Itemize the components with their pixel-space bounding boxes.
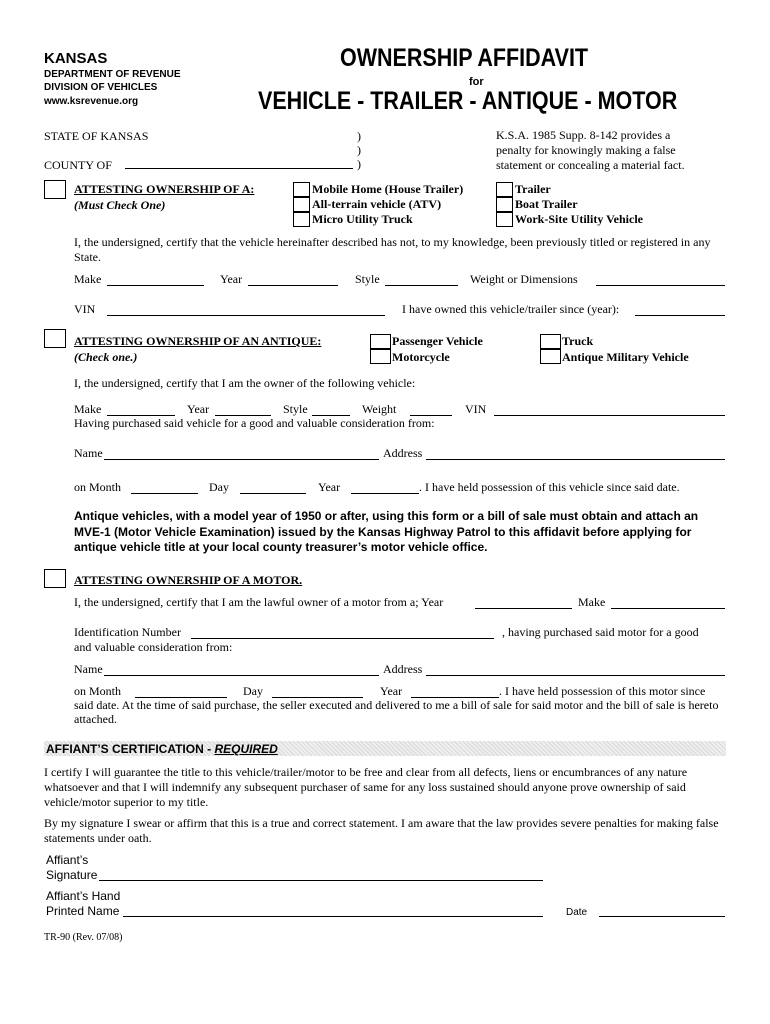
- section-c-make-label: Make: [578, 595, 606, 609]
- section-b-name-label: Name: [74, 446, 103, 460]
- certification-heading: [46, 742, 278, 756]
- option-atv: All-terrain vehicle (ATV): [312, 197, 442, 211]
- option-work-site-utility-vehicle: Work-Site Utility Vehicle: [515, 212, 643, 226]
- statute-notice: K.S.A. 1985 Supp. 8-142 provides a penalty for knowingly making a false statement or concealing a material fact.: [496, 128, 685, 172]
- state-label: STATE OF KANSAS: [44, 129, 149, 143]
- signature-label-2: Signature: [46, 868, 98, 882]
- paren-2: ): [357, 143, 361, 157]
- certification-required: REQUIRED: [214, 742, 278, 756]
- section-b-make-field[interactable]: [107, 404, 175, 416]
- checkbox-micro-utility-truck[interactable]: [293, 212, 310, 227]
- option-antique-military-vehicle: Antique Military Vehicle: [562, 350, 689, 364]
- section-a-vin-label: VIN: [74, 302, 96, 316]
- checkbox-work-site-utility-vehicle[interactable]: [496, 212, 513, 227]
- section-b-vin-field[interactable]: [494, 404, 725, 416]
- checkbox-passenger-vehicle[interactable]: [370, 334, 391, 349]
- section-c-heading: ATTESTING OWNERSHIP OF A MOTOR.: [74, 573, 303, 587]
- date-label: Date: [566, 907, 588, 918]
- section-a-year-field[interactable]: [248, 274, 338, 286]
- section-b-month-label: on Month: [74, 480, 122, 494]
- form-subtitle: VEHICLE - TRAILER - ANTIQUE - MOTOR: [258, 87, 678, 115]
- county-field[interactable]: [125, 157, 353, 169]
- section-c-id-field[interactable]: [191, 627, 494, 639]
- certification-oath: By my signature I swear or affirm that this is a true and correct statement. I am aware that the law provides severe penalties for making false statements under oath.: [44, 816, 719, 845]
- section-b-year2-field[interactable]: [351, 482, 419, 494]
- section-a-owned-since-field[interactable]: [635, 304, 725, 316]
- agency-state: KANSAS: [44, 50, 108, 67]
- printed-name-field[interactable]: [123, 905, 543, 917]
- section-c-possession-cont: said date. At the time of said purchase, the seller executed and delivered to me a bill of sale for said motor and the bill of sale is hereto attached.: [74, 698, 719, 726]
- county-label: COUNTY OF: [44, 158, 112, 172]
- section-b-certify: I, the undersigned, certify that I am the owner of the following vehicle:: [74, 376, 416, 390]
- section-b-possession: . I have held possession of this vehicle since said date.: [419, 480, 680, 494]
- section-b-day-label: Day: [209, 480, 229, 494]
- antique-notice: Antique vehicles, with a model year of 1950 or after, using this form or a bill of sale must obtain and attach an MVE-1 (Motor Vehicle Examination) issued by the Kansas Highway Patrol to this affidavit before applying for antique vehicle title at your local county treasurer’s motor vehicle office.: [74, 509, 699, 554]
- checkbox-boat-trailer[interactable]: [496, 197, 513, 212]
- signature-field[interactable]: [99, 869, 543, 881]
- agency-website: www.ksrevenue.org: [44, 96, 139, 107]
- section-b-vin-label: VIN: [465, 402, 487, 416]
- section-c-id-cont: and valuable consideration from:: [74, 640, 233, 654]
- option-truck: Truck: [562, 334, 594, 348]
- section-a-certify: I, the undersigned, certify that the vehicle hereinafter described has not, to my knowledge, been previously titled or registered in any State.: [74, 235, 711, 264]
- printed-name-label-1: Affiant’s Hand: [46, 889, 121, 903]
- form-title-for: for: [469, 76, 484, 88]
- section-c-id-tail: , having purchased said motor for a good: [502, 625, 699, 639]
- section-b-year2-label: Year: [318, 480, 341, 494]
- checkbox-motorcycle[interactable]: [370, 349, 391, 364]
- section-a-heading: ATTESTING OWNERSHIP OF A:: [74, 182, 255, 196]
- section-b-note: (Check one.): [74, 350, 138, 364]
- section-c-address-label: Address: [383, 662, 423, 676]
- county-row: [44, 157, 353, 173]
- section-c-checkbox[interactable]: [44, 569, 66, 588]
- section-b-weight-label: Weight: [362, 402, 397, 416]
- section-c-name-label: Name: [74, 662, 103, 676]
- section-a-make-label: Make: [74, 272, 102, 286]
- section-b-checkbox[interactable]: [44, 329, 66, 348]
- section-a-vin-field[interactable]: [107, 304, 385, 316]
- section-c-certify: I, the undersigned, certify that I am the lawful owner of a motor from a; Year: [74, 595, 444, 609]
- section-b-month-field[interactable]: [131, 482, 198, 494]
- section-c-year-field[interactable]: [475, 597, 572, 609]
- section-b-heading: ATTESTING OWNERSHIP OF AN ANTIQUE:: [74, 334, 322, 348]
- certification-heading-text: AFFIANT’S CERTIFICATION -: [46, 742, 215, 756]
- agency-division: DIVISION OF VEHICLES: [44, 82, 158, 93]
- section-b-name-field[interactable]: [104, 448, 379, 460]
- section-c-day-label: Day: [243, 684, 263, 698]
- agency-department: DEPARTMENT OF REVENUE: [44, 69, 181, 80]
- option-micro-utility-truck: Micro Utility Truck: [312, 212, 413, 226]
- section-a-weight-label: Weight or Dimensions: [470, 272, 578, 286]
- section-b-purchased: Having purchased said vehicle for a good and valuable consideration from:: [74, 416, 435, 430]
- section-c-make-field[interactable]: [611, 597, 725, 609]
- section-c-possession: . I have held possession of this motor since: [499, 684, 706, 698]
- checkbox-trailer[interactable]: [496, 182, 513, 197]
- section-b-style-field[interactable]: [312, 404, 350, 416]
- section-a-make-field[interactable]: [107, 274, 204, 286]
- section-c-year-label: Year: [380, 684, 403, 698]
- section-a-year-label: Year: [220, 272, 243, 286]
- section-a-style-field[interactable]: [385, 274, 458, 286]
- section-b-weight-field[interactable]: [410, 404, 452, 416]
- checkbox-antique-military-vehicle[interactable]: [540, 349, 561, 364]
- printed-name-label-2: Printed Name: [46, 904, 120, 918]
- paren-3: ): [357, 157, 361, 171]
- section-a-note: (Must Check One): [74, 198, 166, 212]
- section-b-address-label: Address: [383, 446, 423, 460]
- section-a-owned-since-label: I have owned this vehicle/trailer since (year):: [402, 302, 620, 316]
- section-a-checkbox[interactable]: [44, 180, 66, 199]
- section-b-year-field[interactable]: [215, 404, 271, 416]
- section-a-style-label: Style: [355, 272, 380, 286]
- section-c-name-field[interactable]: [104, 664, 379, 676]
- checkbox-truck[interactable]: [540, 334, 561, 349]
- section-c-month-field[interactable]: [135, 686, 227, 698]
- option-boat-trailer: Boat Trailer: [515, 197, 578, 211]
- form-title: OWNERSHIP AFFIDAVIT: [340, 44, 589, 72]
- section-b-address-field[interactable]: [426, 448, 725, 460]
- certification-guarantee: I certify I will guarantee the title to this vehicle/trailer/motor to be free and clear from all defects, liens or encumbrances of any nature whatsoever and that I will indemnify any subsequent purchaser of same for any loss sustained should anyone prove ownership of said vehicle/motor superior to my title.: [44, 765, 688, 809]
- section-c-day-field[interactable]: [272, 686, 363, 698]
- option-passenger-vehicle: Passenger Vehicle: [392, 334, 483, 348]
- section-b-make-label: Make: [74, 402, 102, 416]
- section-c-month-label: on Month: [74, 684, 122, 698]
- section-b-day-field[interactable]: [240, 482, 306, 494]
- option-mobile-home: Mobile Home (House Trailer): [312, 182, 464, 196]
- section-b-year-label: Year: [187, 402, 210, 416]
- date-field[interactable]: [599, 905, 725, 917]
- section-c-address-field[interactable]: [426, 664, 725, 676]
- section-a-weight-field[interactable]: [596, 274, 725, 286]
- option-motorcycle: Motorcycle: [392, 350, 450, 364]
- option-trailer: Trailer: [515, 182, 551, 196]
- section-c-id-label: Identification Number: [74, 625, 181, 639]
- checkbox-mobile-home[interactable]: [293, 182, 310, 197]
- form-id: TR-90 (Rev. 07/08): [44, 932, 123, 943]
- signature-label-1: Affiant’s: [46, 853, 89, 867]
- section-c-year2-field[interactable]: [411, 686, 499, 698]
- checkbox-atv[interactable]: [293, 197, 310, 212]
- paren-1: ): [357, 129, 361, 143]
- section-b-style-label: Style: [283, 402, 308, 416]
